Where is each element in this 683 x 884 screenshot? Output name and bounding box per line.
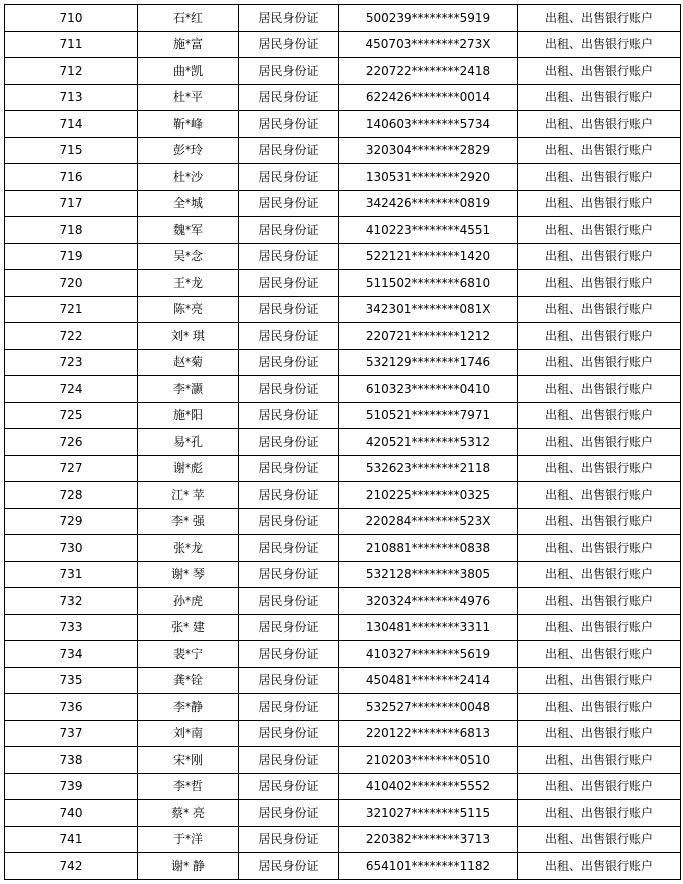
- name-cell: 彭*玲: [138, 137, 239, 164]
- reason-cell: 出租、出售银行账户: [518, 5, 681, 32]
- record-table: [4, 4, 681, 880]
- row-number-cell: 724: [5, 376, 138, 403]
- id-type-cell: 居民身份证: [239, 270, 339, 297]
- id-type-cell: 居民身份证: [239, 561, 339, 588]
- row-number-cell: 710: [5, 5, 138, 32]
- table-row: [5, 614, 681, 641]
- table-row: [5, 720, 681, 747]
- name-cell: 宋*刚: [138, 747, 239, 774]
- id-type-cell: 居民身份证: [239, 641, 339, 668]
- reason-cell: 出租、出售银行账户: [518, 243, 681, 270]
- id-number-cell: 220382********3713: [339, 826, 518, 853]
- reason-cell: 出租、出售银行账户: [518, 482, 681, 509]
- table-row: [5, 349, 681, 376]
- name-cell: 杜*沙: [138, 164, 239, 191]
- name-cell: 裴*宁: [138, 641, 239, 668]
- id-number-cell: 610323********0410: [339, 376, 518, 403]
- name-cell: 李*哲: [138, 773, 239, 800]
- id-number-cell: 500239********5919: [339, 5, 518, 32]
- row-number-cell: 721: [5, 296, 138, 323]
- name-cell: 李* 强: [138, 508, 239, 535]
- row-number-cell: 725: [5, 402, 138, 429]
- id-type-cell: 居民身份证: [239, 137, 339, 164]
- reason-cell: 出租、出售银行账户: [518, 535, 681, 562]
- id-number-cell: 532623********2118: [339, 455, 518, 482]
- id-number-cell: 622426********0014: [339, 84, 518, 111]
- id-type-cell: 居民身份证: [239, 190, 339, 217]
- name-cell: 靳*峰: [138, 111, 239, 138]
- id-type-cell: 居民身份证: [239, 217, 339, 244]
- table-row: [5, 190, 681, 217]
- id-type-cell: 居民身份证: [239, 800, 339, 827]
- id-type-cell: 居民身份证: [239, 694, 339, 721]
- reason-cell: 出租、出售银行账户: [518, 853, 681, 880]
- reason-cell: 出租、出售银行账户: [518, 614, 681, 641]
- id-type-cell: 居民身份证: [239, 853, 339, 880]
- id-number-cell: 522121********1420: [339, 243, 518, 270]
- reason-cell: 出租、出售银行账户: [518, 455, 681, 482]
- row-number-cell: 723: [5, 349, 138, 376]
- row-number-cell: 738: [5, 747, 138, 774]
- row-number-cell: 722: [5, 323, 138, 350]
- reason-cell: 出租、出售银行账户: [518, 747, 681, 774]
- name-cell: 江* 苹: [138, 482, 239, 509]
- name-cell: 曲*凯: [138, 58, 239, 85]
- name-cell: 张* 建: [138, 614, 239, 641]
- name-cell: 李*静: [138, 694, 239, 721]
- id-number-cell: 510521********7971: [339, 402, 518, 429]
- row-number-cell: 719: [5, 243, 138, 270]
- reason-cell: 出租、出售银行账户: [518, 641, 681, 668]
- row-number-cell: 726: [5, 429, 138, 456]
- row-number-cell: 735: [5, 667, 138, 694]
- row-number-cell: 730: [5, 535, 138, 562]
- reason-cell: 出租、出售银行账户: [518, 111, 681, 138]
- id-number-cell: 210881********0838: [339, 535, 518, 562]
- row-number-cell: 717: [5, 190, 138, 217]
- table-row: [5, 482, 681, 509]
- table-row: [5, 296, 681, 323]
- reason-cell: 出租、出售银行账户: [518, 561, 681, 588]
- table-row: [5, 667, 681, 694]
- table-row: [5, 31, 681, 58]
- row-number-cell: 733: [5, 614, 138, 641]
- reason-cell: 出租、出售银行账户: [518, 667, 681, 694]
- reason-cell: 出租、出售银行账户: [518, 376, 681, 403]
- id-type-cell: 居民身份证: [239, 296, 339, 323]
- id-type-cell: 居民身份证: [239, 376, 339, 403]
- table-row: [5, 137, 681, 164]
- name-cell: 于*洋: [138, 826, 239, 853]
- reason-cell: 出租、出售银行账户: [518, 190, 681, 217]
- row-number-cell: 718: [5, 217, 138, 244]
- row-number-cell: 737: [5, 720, 138, 747]
- table-row: [5, 561, 681, 588]
- name-cell: 龚*铨: [138, 667, 239, 694]
- id-type-cell: 居民身份证: [239, 429, 339, 456]
- id-type-cell: 居民身份证: [239, 84, 339, 111]
- table-row: [5, 376, 681, 403]
- row-number-cell: 711: [5, 31, 138, 58]
- table-row: [5, 535, 681, 562]
- id-type-cell: 居民身份证: [239, 349, 339, 376]
- reason-cell: 出租、出售银行账户: [518, 429, 681, 456]
- table-row: [5, 588, 681, 615]
- reason-cell: 出租、出售银行账户: [518, 773, 681, 800]
- id-type-cell: 居民身份证: [239, 111, 339, 138]
- id-type-cell: 居民身份证: [239, 482, 339, 509]
- name-cell: 张*龙: [138, 535, 239, 562]
- id-type-cell: 居民身份证: [239, 508, 339, 535]
- id-number-cell: 410327********5619: [339, 641, 518, 668]
- name-cell: 易*孔: [138, 429, 239, 456]
- row-number-cell: 712: [5, 58, 138, 85]
- name-cell: 蔡* 亮: [138, 800, 239, 827]
- row-number-cell: 716: [5, 164, 138, 191]
- name-cell: 孙*虎: [138, 588, 239, 615]
- table-row: [5, 84, 681, 111]
- table-row: [5, 5, 681, 32]
- table-row: [5, 111, 681, 138]
- id-number-cell: 532527********0048: [339, 694, 518, 721]
- table-row: [5, 429, 681, 456]
- id-number-cell: 450481********2414: [339, 667, 518, 694]
- name-cell: 赵*菊: [138, 349, 239, 376]
- reason-cell: 出租、出售银行账户: [518, 588, 681, 615]
- id-number-cell: 654101********1182: [339, 853, 518, 880]
- id-type-cell: 居民身份证: [239, 31, 339, 58]
- reason-cell: 出租、出售银行账户: [518, 508, 681, 535]
- name-cell: 杜*平: [138, 84, 239, 111]
- row-number-cell: 714: [5, 111, 138, 138]
- row-number-cell: 734: [5, 641, 138, 668]
- id-number-cell: 410223********4551: [339, 217, 518, 244]
- id-type-cell: 居民身份证: [239, 323, 339, 350]
- table-row: [5, 853, 681, 880]
- reason-cell: 出租、出售银行账户: [518, 31, 681, 58]
- row-number-cell: 732: [5, 588, 138, 615]
- reason-cell: 出租、出售银行账户: [518, 800, 681, 827]
- id-type-cell: 居民身份证: [239, 535, 339, 562]
- reason-cell: 出租、出售银行账户: [518, 137, 681, 164]
- id-number-cell: 210203********0510: [339, 747, 518, 774]
- reason-cell: 出租、出售银行账户: [518, 323, 681, 350]
- id-number-cell: 210225********0325: [339, 482, 518, 509]
- table-row: [5, 164, 681, 191]
- reason-cell: 出租、出售银行账户: [518, 217, 681, 244]
- id-type-cell: 居民身份证: [239, 826, 339, 853]
- id-type-cell: 居民身份证: [239, 5, 339, 32]
- name-cell: 谢* 静: [138, 853, 239, 880]
- name-cell: 刘* 琪: [138, 323, 239, 350]
- id-type-cell: 居民身份证: [239, 720, 339, 747]
- id-number-cell: 321027********5115: [339, 800, 518, 827]
- table-row: [5, 694, 681, 721]
- row-number-cell: 727: [5, 455, 138, 482]
- id-type-cell: 居民身份证: [239, 402, 339, 429]
- id-type-cell: 居民身份证: [239, 667, 339, 694]
- name-cell: 谢* 琴: [138, 561, 239, 588]
- row-number-cell: 731: [5, 561, 138, 588]
- id-type-cell: 居民身份证: [239, 614, 339, 641]
- reason-cell: 出租、出售银行账户: [518, 58, 681, 85]
- table-row: [5, 641, 681, 668]
- reason-cell: 出租、出售银行账户: [518, 164, 681, 191]
- id-number-cell: 220122********6813: [339, 720, 518, 747]
- id-number-cell: 320324********4976: [339, 588, 518, 615]
- name-cell: 刘*南: [138, 720, 239, 747]
- row-number-cell: 729: [5, 508, 138, 535]
- table-row: [5, 217, 681, 244]
- table-row: [5, 747, 681, 774]
- reason-cell: 出租、出售银行账户: [518, 826, 681, 853]
- name-cell: 李*灏: [138, 376, 239, 403]
- row-number-cell: 720: [5, 270, 138, 297]
- id-type-cell: 居民身份证: [239, 455, 339, 482]
- row-number-cell: 740: [5, 800, 138, 827]
- id-number-cell: 342426********0819: [339, 190, 518, 217]
- id-type-cell: 居民身份证: [239, 773, 339, 800]
- id-number-cell: 130481********3311: [339, 614, 518, 641]
- table-row: [5, 323, 681, 350]
- id-number-cell: 532129********1746: [339, 349, 518, 376]
- id-number-cell: 410402********5552: [339, 773, 518, 800]
- name-cell: 施*富: [138, 31, 239, 58]
- id-type-cell: 居民身份证: [239, 588, 339, 615]
- id-number-cell: 420521********5312: [339, 429, 518, 456]
- name-cell: 王*龙: [138, 270, 239, 297]
- row-number-cell: 713: [5, 84, 138, 111]
- reason-cell: 出租、出售银行账户: [518, 694, 681, 721]
- row-number-cell: 741: [5, 826, 138, 853]
- table-row: [5, 455, 681, 482]
- name-cell: 谢*彪: [138, 455, 239, 482]
- id-type-cell: 居民身份证: [239, 747, 339, 774]
- id-number-cell: 220721********1212: [339, 323, 518, 350]
- table-row: [5, 773, 681, 800]
- reason-cell: 出租、出售银行账户: [518, 296, 681, 323]
- table-row: [5, 243, 681, 270]
- row-number-cell: 715: [5, 137, 138, 164]
- table-row: [5, 270, 681, 297]
- table-row: [5, 826, 681, 853]
- id-number-cell: 140603********5734: [339, 111, 518, 138]
- id-number-cell: 511502********6810: [339, 270, 518, 297]
- reason-cell: 出租、出售银行账户: [518, 402, 681, 429]
- id-number-cell: 320304********2829: [339, 137, 518, 164]
- name-cell: 魏*军: [138, 217, 239, 244]
- reason-cell: 出租、出售银行账户: [518, 349, 681, 376]
- name-cell: 吴*念: [138, 243, 239, 270]
- row-number-cell: 728: [5, 482, 138, 509]
- reason-cell: 出租、出售银行账户: [518, 720, 681, 747]
- name-cell: 石*红: [138, 5, 239, 32]
- reason-cell: 出租、出售银行账户: [518, 270, 681, 297]
- row-number-cell: 739: [5, 773, 138, 800]
- table-row: [5, 402, 681, 429]
- id-number-cell: 220284********523X: [339, 508, 518, 535]
- row-number-cell: 736: [5, 694, 138, 721]
- id-type-cell: 居民身份证: [239, 58, 339, 85]
- id-number-cell: 532128********3805: [339, 561, 518, 588]
- table-row: [5, 800, 681, 827]
- row-number-cell: 742: [5, 853, 138, 880]
- id-type-cell: 居民身份证: [239, 164, 339, 191]
- table-body: [5, 5, 681, 880]
- id-type-cell: 居民身份证: [239, 243, 339, 270]
- name-cell: 全*城: [138, 190, 239, 217]
- id-number-cell: 450703********273X: [339, 31, 518, 58]
- id-number-cell: 220722********2418: [339, 58, 518, 85]
- name-cell: 陈*亮: [138, 296, 239, 323]
- table-row: [5, 58, 681, 85]
- name-cell: 施*阳: [138, 402, 239, 429]
- id-number-cell: 130531********2920: [339, 164, 518, 191]
- table-row: [5, 508, 681, 535]
- id-number-cell: 342301********081X: [339, 296, 518, 323]
- reason-cell: 出租、出售银行账户: [518, 84, 681, 111]
